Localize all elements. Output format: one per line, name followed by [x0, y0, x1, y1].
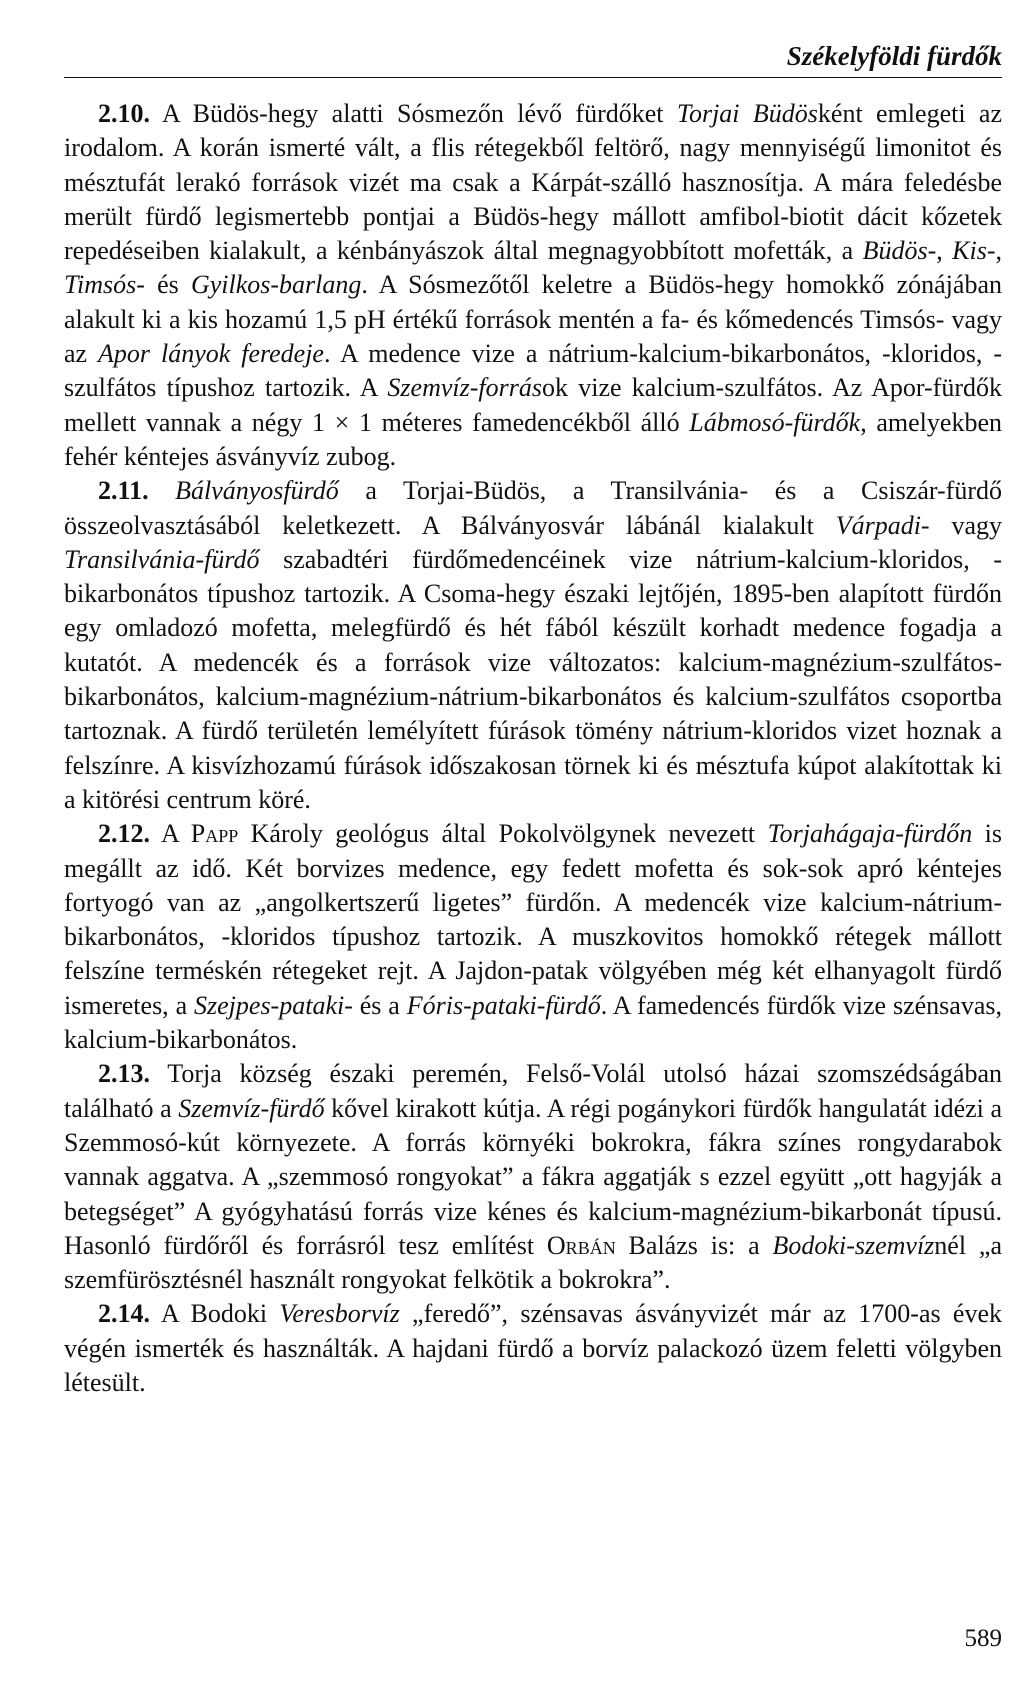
text-run: , amelyekben fehér kéntejes ásványvíz zubog.: [64, 407, 1002, 471]
paragraph-text: [64, 476, 1002, 814]
paragraph-text: [64, 819, 1002, 1054]
text-run: Balázs is: a: [615, 1230, 773, 1260]
italic-term: Várpadi-: [835, 510, 930, 540]
text-run: és: [144, 270, 191, 300]
text-run: A Bodoki: [150, 1299, 280, 1329]
italic-term: Apor lányok feredeje: [98, 339, 324, 369]
text-run: és a: [352, 990, 407, 1020]
text-run: nél „a szemfürösztésnél használt rongyokat felkötik a bokrokra”.: [64, 1230, 1002, 1295]
body-text: [64, 97, 1002, 1400]
text-run: ,: [936, 236, 953, 266]
italic-term: Szemvíz-forrás: [387, 373, 542, 403]
paragraph-2-14: [64, 1297, 1002, 1400]
paragraph-text: [64, 1299, 1002, 1397]
paragraph-2-13: [64, 1057, 1002, 1297]
italic-term: Kis-: [952, 236, 996, 266]
italic-term: Torjahágaja-fürdőn: [767, 819, 973, 849]
paragraph-text: [64, 99, 1002, 471]
text-run: A: [150, 819, 191, 849]
italic-term: Büdös-: [862, 236, 937, 266]
author-name: Papp: [190, 819, 239, 849]
text-run: ok vize kalcium-szulfátos. Az Apor-fürdők mellett vannak a négy 1 × 1 méteres famedencékből álló: [64, 373, 1002, 437]
text-run: is megállt az idő. Két borvizes medence, egy fedett mofetta és sok-sok apró kéntejes fortyogó van az „angolkertszerű ligetes” fürdőn. A medencék vize kalcium-nátrium-bikarbonátos, -kloridos típushoz tartozik. A muszkovitos homokkő rétegek mállott felszíne terméskén rétegeket rejt. A Jajdon-patak völgyében még két elhanyagolt fürdő ismeretes, a: [64, 819, 1002, 1020]
text-run: vagy: [929, 510, 1002, 540]
italic-term: Torjai Büdös: [676, 99, 818, 128]
italic-term: Bálványosfürdő: [175, 476, 339, 506]
italic-term: Gyilkos-barlang: [190, 270, 362, 300]
text-run: szabadtéri fürdőmedencéinek vize nátrium-kalcium-kloridos, -bikarbonátos típushoz tartozik. A Csoma-hegy északi lejtőjén, 1895-ben alapított fürdőn egy omladozó mofetta, melegfürdő és hét fából készült korhadt medence fogadja a kutatót. A medencék és a források vize változatos: kalcium-magnézium-szulfátos-bikarbonátos, kalcium-magnézium-nátrium-bikarbonátos és kalcium-szulfátos csoportba tartoznak. A fürdő területén lemélyített fúrások tömény nátrium-kloridos vizet hoznak a felszínre. A kisvízhozamú fúrások időszakosan törnek ki és mésztufa kúpot alakítottak ki a kitörési centrum köré.: [64, 544, 1002, 814]
paragraph-2-10: [64, 97, 1002, 474]
italic-term: Szemvíz-fürdő: [178, 1093, 325, 1123]
paragraph-text: [64, 1059, 1002, 1294]
section-number: 2.14.: [98, 1299, 150, 1329]
text-run: ,: [995, 236, 1002, 266]
text-run: Torja község északi peremén, Felső-Volál utolsó házai szomszédságában található a: [64, 1059, 1002, 1123]
italic-term: Bodoki-szemvíz: [772, 1230, 935, 1260]
text-run: „feredő”, szénsavas ásványvizét már az 1700-as évek végén ismerték és használták. A hajdani fürdő a borvíz palackozó üzem feletti völgyben létesült.: [64, 1299, 1002, 1397]
text-run: kővel kirakott kútja. A régi pogánykori fürdők hangulatát idézi a Szemmosó-kút környezete. A forrás környéki bokrokra, fákra színes rongydarabok vannak aggatva. A „szemmosó rongyokat” a fákra aggatják s ezzel együtt „ott hagyják a betegséget” A gyógyhatású forrás vize kénes és kalcium-magnézium-bikarbonát típusú. Hasonló fürdőről és forrásról tesz említést: [64, 1093, 1002, 1260]
italic-term: Fóris-pataki-fürdő: [406, 990, 601, 1020]
italic-term: Timsós-: [64, 270, 145, 300]
text-run: . A Sósmezőtől keletre a Büdös-hegy homokkő zónájában alakult ki a kis hozamú 1,5 pH értékű források mentén a fa- és kőmedencés Timsós- vagy az: [64, 270, 1002, 369]
italic-term: Veresborvíz: [279, 1299, 400, 1329]
text-run: [149, 476, 176, 505]
text-run: a Torjai-Büdös, a Transilvánia- és a Csiszár-fürdő összeolvasztásából keletkezett. A Bálványosvár lábánál kialakult: [64, 476, 1002, 540]
text-run: . A medence vize a nátrium-kalcium-bikarbonátos, -kloridos, -szulfátos típushoz tartozik. A: [64, 339, 1002, 403]
section-number: 2.12.: [98, 819, 150, 849]
italic-term: Transilvánia-fürdő: [64, 544, 260, 574]
author-name: Orbán: [546, 1230, 616, 1260]
text-run: . A famedencés fürdők vize szénsavas, kalcium-bikarbonátos.: [64, 990, 1002, 1055]
italic-term: Lábmosó-fürdők: [689, 407, 861, 437]
section-number: 2.10.: [98, 99, 150, 128]
text-run: ként emlegeti az irodalom. A korán ismerté vált, a flis rétegekből feltörő, nagy mennyiségű limonitot és mésztufát lerakó források vizét ma csak a Kárpát-szálló hasznosítja. A mára feledésbe merült fürdő legismertebb pontjai a Büdös-hegy mállott amfibol-biotit dácit kőzetek repedéseiben kialakult, a kénbányászok által megnagyobbított mofetták, a: [64, 99, 1003, 266]
page-number: 589: [964, 1625, 1002, 1652]
running-head: Székelyföldi fürdők: [786, 41, 1002, 71]
italic-term: Szejpes-pataki-: [194, 990, 353, 1020]
section-number: 2.11.: [98, 476, 149, 506]
section-number: 2.13.: [98, 1059, 150, 1089]
header-rule: [64, 77, 1002, 78]
paragraph-2-11: [64, 474, 1002, 817]
paragraph-2-12: [64, 817, 1002, 1057]
text-run: Károly geológus által Pokolvölgynek nevezett: [238, 819, 768, 849]
text-run: A Büdös-hegy alatti Sósmezőn lévő fürdőket: [150, 99, 677, 128]
